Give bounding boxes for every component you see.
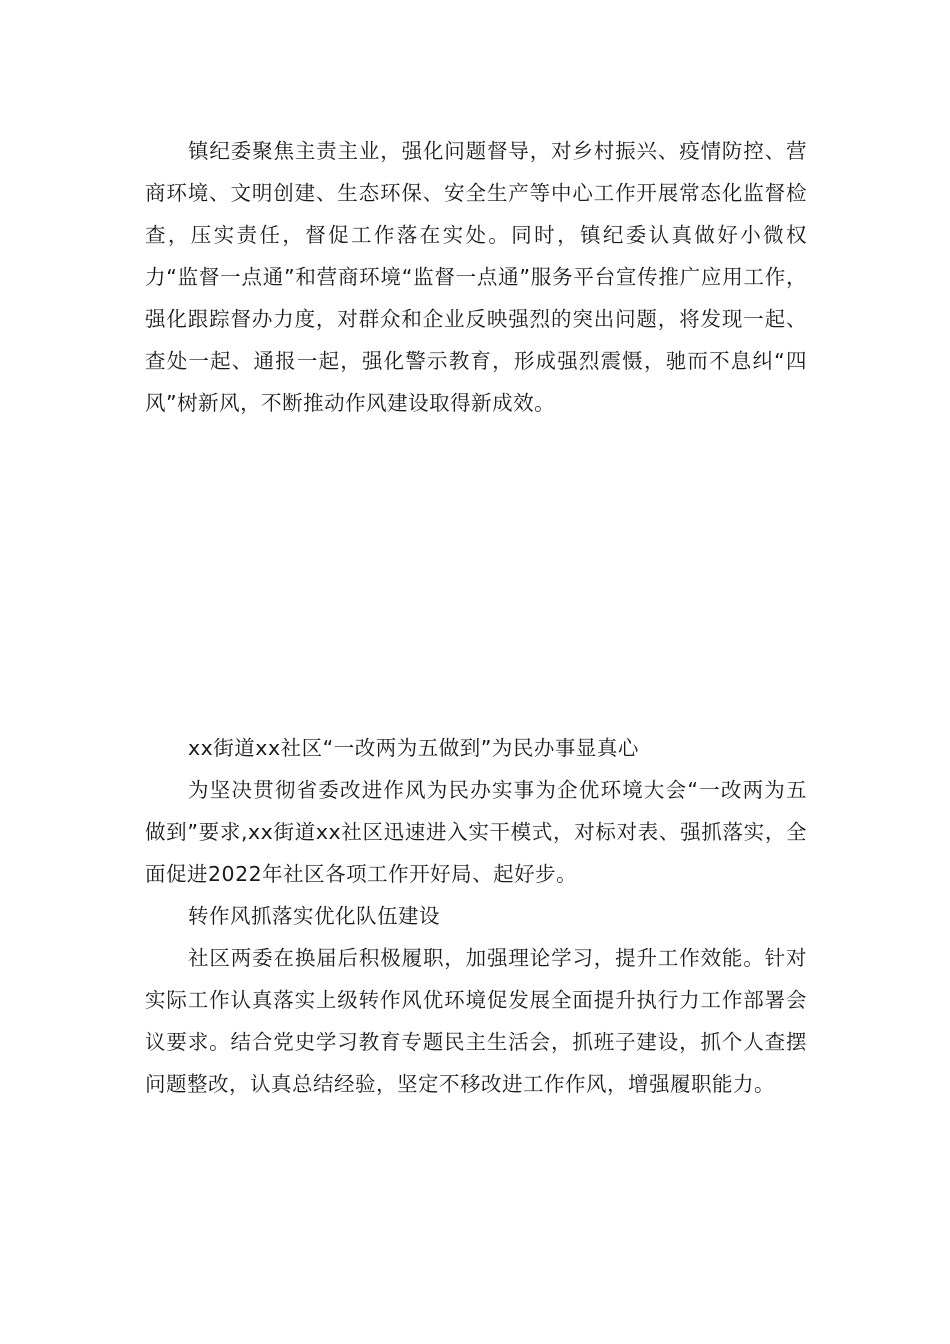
section-community [145,727,807,1105]
subheading: 转作风抓落实优化队伍建设 [188,904,441,928]
paragraph-team-building: 社区两委在换届后积极履职，加强理论学习，提升工作效能。针对实际工作认真落实上级转作风优环境促发展全面提升执行力工作部署会议要求。结合党史学习教育专题民主生活会，抓班子建设，抓个人查摆问题整改，认真总结经验，坚定不移改进工作作风，增强履职能力。 [145,946,807,1096]
article-title: xx街道xx社区“一改两为五做到”为民办事显真心 [188,736,639,760]
paragraph-oversight: 镇纪委聚焦主责主业，强化问题督导，对乡村振兴、疫情防控、营商环境、文明创建、生态环保、安全生产等中心工作开展常态化监督检查，压实责任，督促工作落在实处。同时，镇纪委认真做好小微权力“监督一点通”和营商环境“监督一点通”服务平台宣传推广应用工作，强化跟踪督办力度，对群众和企业反映强烈的突出问题，将发现一起、查处一起、通报一起，强化警示教育，形成强烈震慑，驰而不息纠“四风”树新风，不断推动作风建设取得新成效。 [145,139,807,415]
section-oversight [145,130,807,424]
paragraph-intro: 为坚决贯彻省委改进作风为民办实事为企优环境大会“一改两为五做到”要求,xx街道xx社区迅速进入实干模式，对标对表、强抓落实，全面促进2022年社区各项工作开好局、起好步。 [145,778,807,886]
